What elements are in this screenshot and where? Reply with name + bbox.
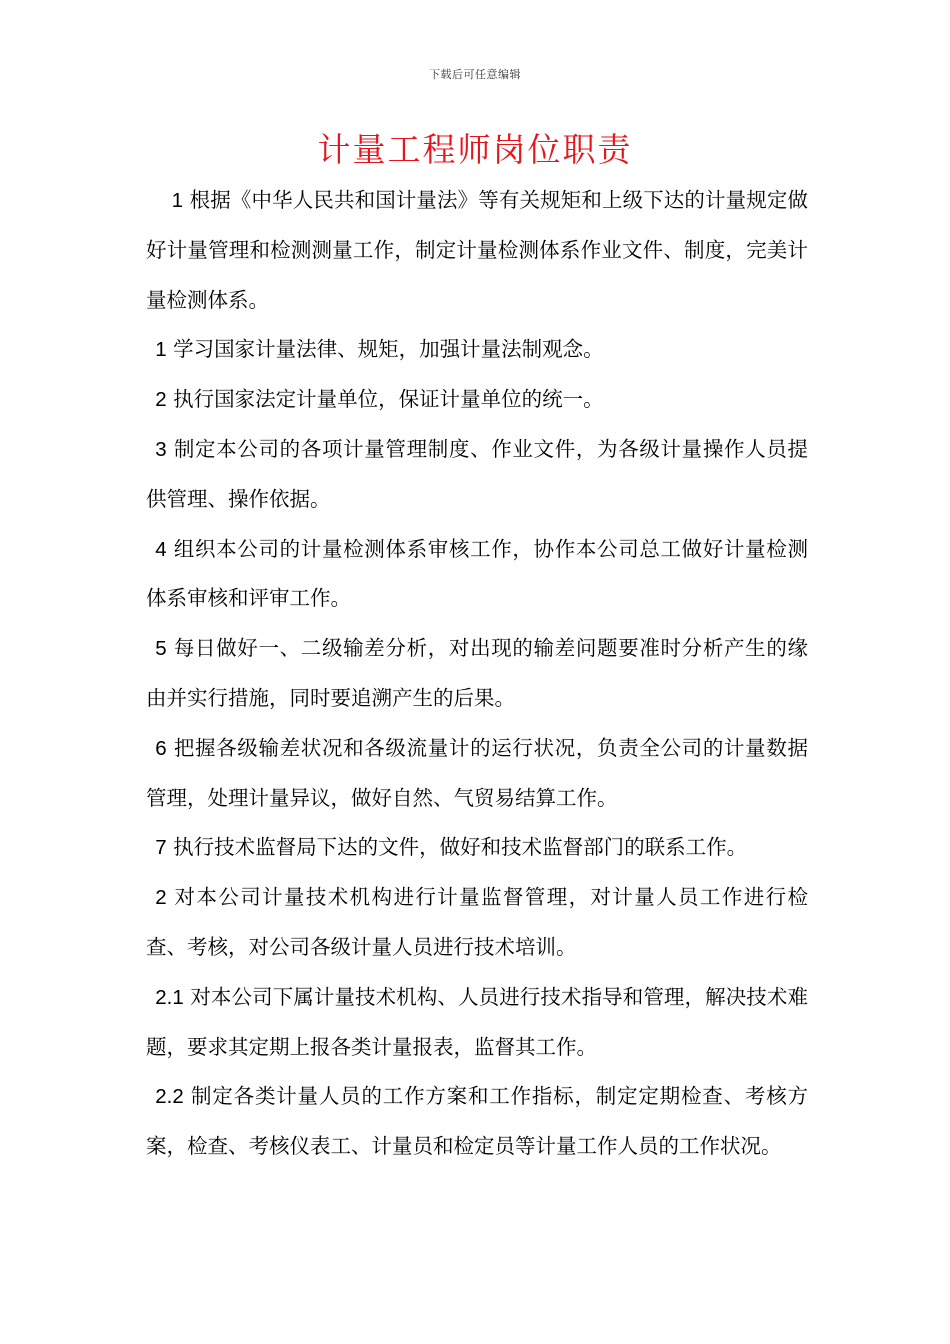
document-title: 计量工程师岗位职责 bbox=[317, 130, 633, 169]
paragraph-3 bbox=[146, 375, 808, 425]
item-number: 2 bbox=[155, 388, 167, 412]
paragraph-11 bbox=[146, 1072, 808, 1172]
paragraph-text: 根据《中华人民共和国计量法》等有关规矩和上级下达的计量规定做好计量管理和检测测量工作，制定计量检测体系作业文件、制度，完美计量检测体系。 bbox=[146, 188, 808, 312]
paragraph-text: 学习国家计量法律、规矩，加强计量法制观念。 bbox=[173, 337, 604, 362]
item-number: 2 bbox=[155, 886, 167, 910]
paragraph-text: 制定本公司的各项计量管理制度、作业文件，为各级计量操作人员提供管理、操作依据。 bbox=[146, 436, 808, 511]
item-number: 2.2 bbox=[155, 1085, 184, 1109]
paragraph-9 bbox=[146, 873, 808, 973]
paragraph-1 bbox=[146, 176, 808, 325]
item-number: 3 bbox=[155, 437, 167, 461]
paragraph-text: 把握各级输差状况和各级流量计的运行状况，负责全公司的计量数据管理，处理计量异议，做好自然、气贸易结算工作。 bbox=[146, 735, 808, 810]
paragraph-5 bbox=[146, 525, 808, 625]
item-number: 1 bbox=[155, 338, 167, 362]
paragraph-text: 制定各类计量人员的工作方案和工作指标，制定定期检查、考核方案，检查、考核仪表工、计量员和检定员等计量工作人员的工作状况。 bbox=[146, 1084, 808, 1159]
paragraph-text: 组织本公司的计量检测体系审核工作，协作本公司总工做好计量检测体系审核和评审工作。 bbox=[146, 536, 808, 611]
paragraph-text: 对本公司下属计量技术机构、人员进行技术指导和管理，解决技术难题，要求其定期上报各类计量报表，监督其工作。 bbox=[146, 984, 808, 1059]
item-number: 6 bbox=[155, 736, 167, 760]
item-number: 1 bbox=[171, 189, 184, 212]
item-number: 4 bbox=[155, 537, 167, 561]
paragraph-10 bbox=[146, 973, 808, 1073]
item-number: 2.1 bbox=[155, 985, 184, 1009]
paragraph-text: 执行国家法定计量单位，保证计量单位的统一。 bbox=[173, 387, 604, 412]
paragraph-text: 每日做好一、二级输差分析，对出现的输差问题要准时分析产生的缘由并实行措施，同时要追溯产生的后果。 bbox=[146, 636, 808, 710]
paragraph-6 bbox=[146, 624, 808, 724]
document-body bbox=[146, 176, 808, 1172]
paragraph-8 bbox=[146, 823, 808, 873]
item-number: 5 bbox=[155, 637, 167, 661]
header-note: 下载后可任意编辑 bbox=[429, 68, 521, 81]
paragraph-text: 对本公司计量技术机构进行计量监督管理，对计量人员工作进行检查、考核，对公司各级计量人员进行技术培训。 bbox=[146, 885, 808, 959]
paragraph-2 bbox=[146, 325, 808, 375]
paragraph-7 bbox=[146, 724, 808, 824]
paragraph-text: 执行技术监督局下达的文件，做好和技术监督部门的联系工作。 bbox=[173, 835, 748, 860]
item-number: 7 bbox=[155, 836, 167, 860]
paragraph-4 bbox=[146, 425, 808, 525]
